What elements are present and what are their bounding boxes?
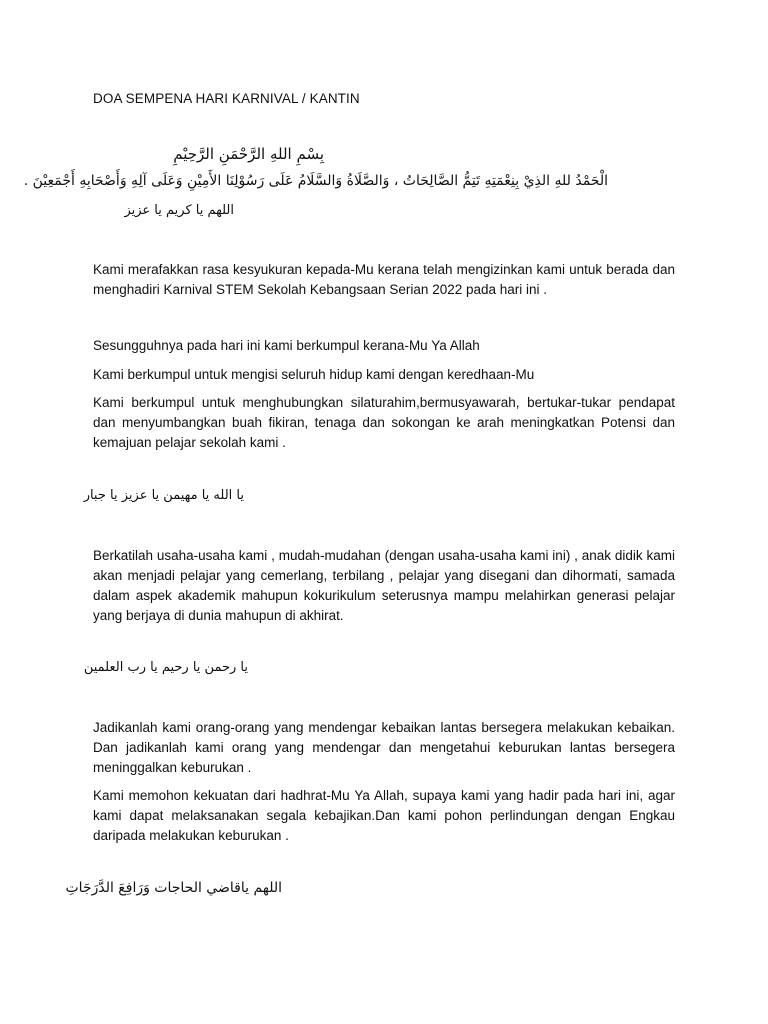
document-title: DOA SEMPENA HARI KARNIVAL / KANTIN bbox=[93, 91, 360, 106]
basmalah-text: بِسْمِ اللهِ الرَّحْمَنِ الرَّحِيْمِ bbox=[173, 145, 324, 163]
paragraph-blessing: Berkatilah usaha-usaha kami , mudah-mudahan (dengan usaha-usaha kami ini) , anak didik kami akan menjadi pelajar yang cemerlang, terbilang , pelajar yang disegani dan dihormati, samada dalam aspek akademik mahupun kokurikulum seterusnya mampu melahirkan generasi pelajar yang berjaya di dunia mahupun di akhirat. bbox=[93, 548, 675, 623]
arabic-invocation-2: يا الله يا مهيمن يا عزيز يا جبار bbox=[83, 488, 244, 503]
arabic-invocation-4: اللهم ياقاضي الحاجات وَرَافِعَ الدَّرَجَاتِ bbox=[65, 880, 282, 896]
paragraph-goodness: Jadikanlah kami orang-orang yang mendengar kebaikan lantas bersegera melakukan kebaikan. Dan jadikanlah kami orang yang mendengar dan mengetahui keburukan lantas bersegera meninggalkan keburukan . bbox=[93, 720, 675, 775]
paragraph-silaturahim: Kami berkumpul untuk menghubungkan silaturahim,bermusyawarah, bertukar-tukar pendapat dan menyumbangkan buah fikiran, tenaga dan sokongan ke arah meningkatkan Potensi dan kemajuan pelajar sekolah kami . bbox=[93, 395, 675, 450]
arabic-invocation-1: اللهم يا كريم يا عزيز bbox=[124, 203, 234, 218]
paragraph-purpose: Kami berkumpul untuk mengisi seluruh hidup kami dengan keredhaan-Mu bbox=[93, 367, 535, 382]
paragraph-gathering: Sesungguhnya pada hari ini kami berkumpul kerana-Mu Ya Allah bbox=[93, 338, 480, 353]
paragraph-gratitude: Kami merafakkan rasa kesyukuran kepada-Mu kerana telah mengizinkan kami untuk berada dan menghadiri Karnival STEM Sekolah Kebangsaan Serian 2022 pada hari ini . bbox=[93, 262, 675, 297]
paragraph-strength: Kami memohon kekuatan dari hadhrat-Mu Ya Allah, supaya kami yang hadir pada hari ini, agar kami dapat melaksanakan segala kebajikan.Dan kami pohon perlindungan dengan Engkau daripada melakukan keburukan . bbox=[93, 788, 675, 843]
arabic-invocation-3: يا رحمن يا رحيم يا رب العلمين bbox=[83, 660, 248, 675]
hamdalah-text: الْحَمْدُ للهِ الذِيْ بِنِعْمَتِهِ تَتِمُّ الصَّالِحَاتُ ، وَالصَّلَاةُ وَالسَّلَامُ عَلَى رَسُوْلِنَا الأَمِيْنِ وَعَلَى آلِهِ وَأَصْحَابِهِ أَجْمَعِيْنَ . bbox=[23, 173, 608, 189]
